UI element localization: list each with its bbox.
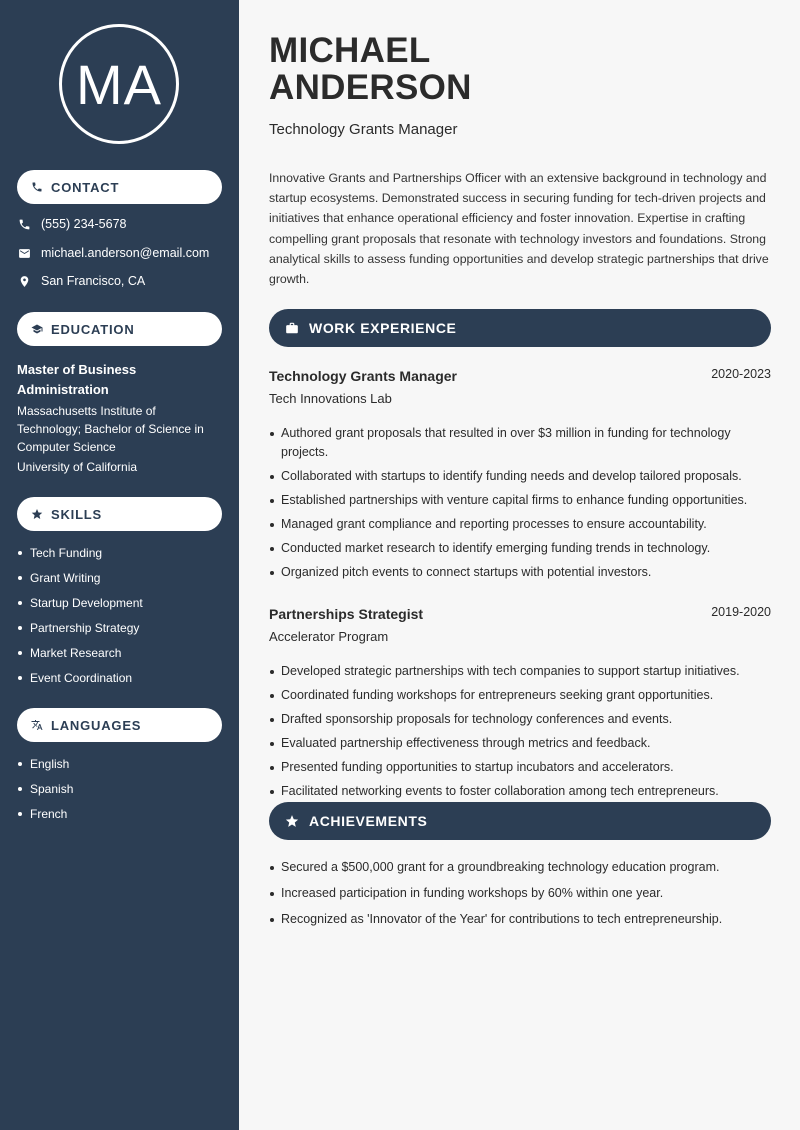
job-bullet: Collaborated with startups to identify funding needs and develop tailored proposals. bbox=[269, 467, 769, 486]
job-bullets bbox=[269, 662, 769, 806]
phone-icon bbox=[31, 181, 43, 193]
skills-title: SKILLS bbox=[51, 506, 103, 522]
skill-item: Event Coordination bbox=[17, 669, 143, 694]
achievements-list bbox=[269, 858, 774, 936]
job-bullet: Drafted sponsorship proposals for technology conferences and events. bbox=[269, 710, 769, 729]
phone-icon bbox=[17, 217, 31, 231]
translate-icon bbox=[31, 719, 43, 731]
education-school: Massachusetts Institute of Technology; Bachelor of Science in Computer Science bbox=[17, 404, 204, 454]
work-experience-header bbox=[269, 309, 771, 347]
job-bullet: Facilitated networking events to foster collaboration among tech entrepreneurs. bbox=[269, 782, 769, 801]
languages-title: LANGUAGES bbox=[51, 717, 142, 733]
skill-item: Startup Development bbox=[17, 594, 143, 619]
achievement-item: Recognized as 'Innovator of the Year' for contributions to tech entrepreneurship. bbox=[269, 910, 774, 929]
star-icon bbox=[31, 508, 43, 520]
candidate-role: Technology Grants Manager bbox=[269, 121, 458, 138]
job-bullet: Presented funding opportunities to startup incubators and accelerators. bbox=[269, 758, 769, 777]
language-item: French bbox=[17, 805, 73, 830]
language-item: English bbox=[17, 755, 73, 780]
achievements-header bbox=[269, 802, 771, 840]
main-content bbox=[239, 0, 800, 1130]
email-icon bbox=[17, 246, 31, 260]
sidebar bbox=[0, 0, 239, 1130]
languages-section-header bbox=[17, 708, 222, 742]
star-icon bbox=[285, 814, 299, 828]
education-university: University of California bbox=[17, 460, 138, 474]
job-bullet: Developed strategic partnerships with tech companies to support startup initiatives. bbox=[269, 662, 769, 681]
language-item: Spanish bbox=[17, 780, 73, 805]
contact-email-row bbox=[17, 246, 209, 260]
job-bullet: Managed grant compliance and reporting processes to ensure accountability. bbox=[269, 515, 769, 534]
job-company: Tech Innovations Lab bbox=[269, 391, 392, 406]
achievements-title: ACHIEVEMENTS bbox=[309, 813, 428, 829]
job-bullet: Organized pitch events to connect startups with potential investors. bbox=[269, 563, 769, 582]
name-first: MICHAEL bbox=[269, 31, 431, 70]
achievement-item: Secured a $500,000 grant for a groundbreaking technology education program. bbox=[269, 858, 774, 877]
education-section-header bbox=[17, 312, 222, 346]
profile-summary: Innovative Grants and Partnerships Officer with an extensive background in technology and startup ecosystems. Demonstrated success in securing funding for tech-driven projects and initiatives that enhance operational efficiency and foster innovation. Expertise in crafting compelling grant proposals that resonate with technology investors and foundations. Strong analytical skills to assess funding opportunities and develop strategic partnerships that drive growth. bbox=[269, 171, 769, 287]
name-last: ANDERSON bbox=[269, 68, 472, 107]
skill-item: Tech Funding bbox=[17, 544, 143, 569]
job-bullet: Established partnerships with venture capital firms to enhance funding opportunities. bbox=[269, 491, 769, 510]
candidate-name bbox=[269, 32, 472, 106]
contact-title: CONTACT bbox=[51, 179, 120, 195]
graduation-cap-icon bbox=[31, 323, 43, 335]
languages-list bbox=[17, 755, 73, 830]
job-dates: 2019-2020 bbox=[711, 605, 771, 619]
job-dates: 2020-2023 bbox=[711, 367, 771, 381]
contact-location-row bbox=[17, 274, 145, 288]
job-company: Accelerator Program bbox=[269, 629, 389, 644]
skills-section-header bbox=[17, 497, 222, 531]
contact-section-header bbox=[17, 170, 222, 204]
job-bullet: Conducted market research to identify emerging funding trends in technology. bbox=[269, 539, 769, 558]
contact-phone-row bbox=[17, 217, 126, 231]
achievement-item: Increased participation in funding workshops by 60% within one year. bbox=[269, 884, 774, 903]
skill-item: Market Research bbox=[17, 644, 143, 669]
location-pin-icon bbox=[17, 274, 31, 288]
skill-item: Grant Writing bbox=[17, 569, 143, 594]
job-bullets bbox=[269, 424, 769, 587]
contact-email[interactable]: michael.anderson@email.com bbox=[41, 246, 210, 260]
job-bullet: Coordinated funding workshops for entrepreneurs seeking grant opportunities. bbox=[269, 686, 769, 705]
avatar: MA bbox=[59, 24, 179, 144]
education-title: EDUCATION bbox=[51, 321, 135, 337]
briefcase-icon bbox=[285, 321, 299, 335]
skills-list bbox=[17, 544, 143, 694]
job-bullet: Authored grant proposals that resulted in over $3 million in funding for technology projects. bbox=[269, 424, 769, 462]
education-degree: Master of Business Administration bbox=[17, 362, 137, 397]
job-title: Partnerships Strategist bbox=[269, 606, 424, 622]
contact-location: San Francisco, CA bbox=[41, 274, 146, 288]
job-bullet: Evaluated partnership effectiveness through metrics and feedback. bbox=[269, 734, 769, 753]
contact-phone: (555) 234-5678 bbox=[41, 217, 127, 231]
skill-item: Partnership Strategy bbox=[17, 619, 143, 644]
work-experience-title: WORK EXPERIENCE bbox=[309, 320, 457, 336]
job-title: Technology Grants Manager bbox=[269, 368, 457, 384]
